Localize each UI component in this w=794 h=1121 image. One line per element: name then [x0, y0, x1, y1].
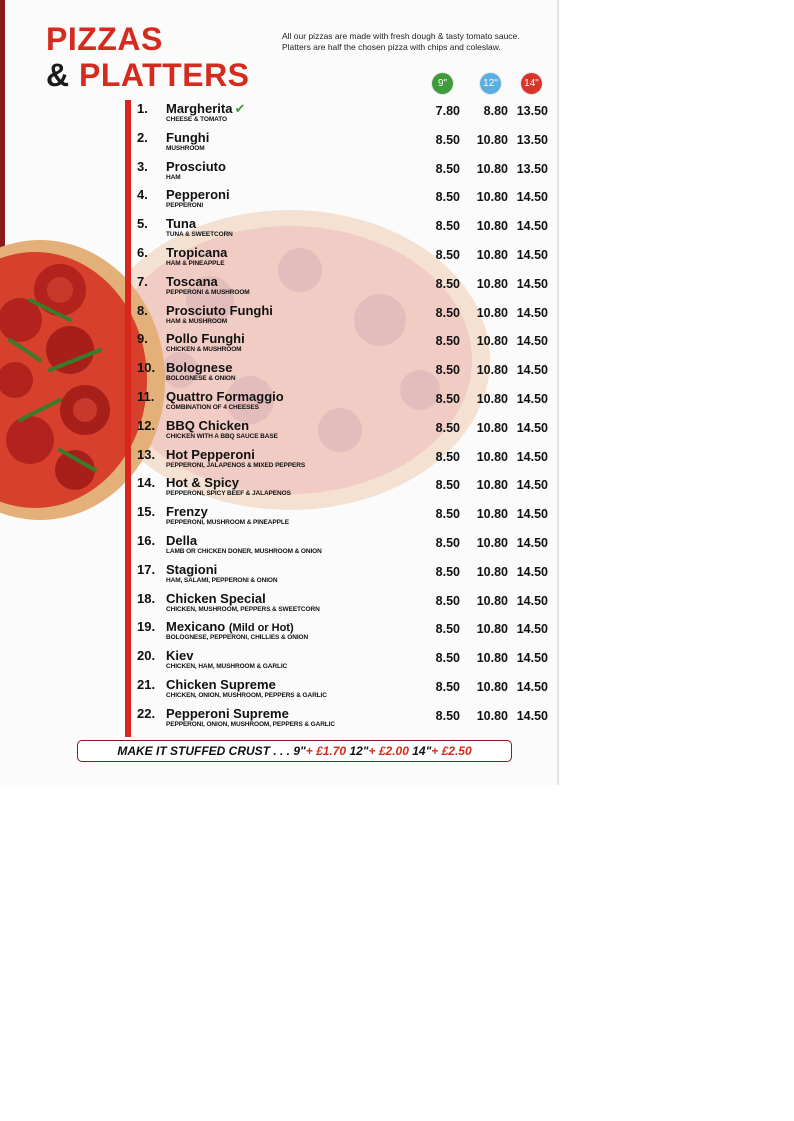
stuffed-size-9: 9"	[293, 744, 306, 758]
price-14-inch: 13.50	[516, 132, 548, 147]
price-14-inch: 14.50	[516, 305, 548, 320]
item-description: LAMB OR CHICKEN DONER, MUSHROOM & ONION	[166, 548, 322, 555]
stuffed-crust-label: MAKE IT STUFFED CRUST . . .	[117, 744, 291, 758]
pizza-item	[0, 704, 560, 732]
item-name-text: Hot Pepperoni	[166, 446, 255, 462]
item-name-text: Chicken Supreme	[166, 677, 276, 692]
price-9-inch: 8.50	[435, 132, 460, 147]
item-number: 15.	[137, 504, 156, 520]
price-14-inch: 14.50	[516, 564, 548, 579]
item-number: 2.	[137, 129, 148, 145]
item-name	[166, 274, 218, 289]
price-14-inch: 14.50	[516, 507, 548, 522]
item-number: 19.	[137, 619, 156, 635]
item-number: 12.	[137, 417, 156, 433]
item-name	[166, 533, 197, 548]
price-9-inch: 8.50	[435, 478, 460, 493]
pizza-item	[0, 272, 560, 300]
item-name-text: Pepperoni Supreme	[166, 705, 289, 721]
price-9-inch: 8.50	[435, 651, 460, 666]
item-name-text: Prosciuto Funghi	[166, 302, 273, 318]
price-14-inch: 14.50	[516, 420, 548, 435]
item-name	[166, 360, 232, 375]
item-name	[166, 331, 245, 346]
item-description: PEPPERONI, ONION, MUSHROOM, PEPPERS & GARLIC	[166, 720, 335, 728]
item-description: HAM & MUSHROOM	[166, 317, 228, 325]
price-12-inch: 10.80	[476, 651, 508, 666]
item-number: 3.	[137, 158, 148, 174]
item-name-text: Chicken Special	[166, 590, 266, 606]
item-name-text: Hot & Spicy	[166, 475, 239, 491]
price-14-inch: 13.50	[516, 161, 548, 176]
pizza-item	[0, 416, 560, 444]
price-14-inch: 14.50	[516, 363, 548, 378]
stuffed-size-14: 14"	[412, 744, 432, 758]
item-name	[166, 504, 208, 519]
item-name	[166, 389, 284, 404]
price-14-inch: 13.50	[516, 104, 548, 118]
item-description: BOLOGNESE & ONION	[166, 375, 236, 383]
price-14-inch: 14.50	[516, 334, 548, 349]
item-description: CHICKEN WITH A BBQ SAUCE BASE	[166, 432, 278, 440]
intro-note	[282, 31, 552, 53]
price-9-inch: 8.50	[435, 564, 460, 579]
item-number: 18.	[137, 590, 156, 606]
item-name	[166, 562, 217, 577]
item-description: CHEESE & TOMATO	[166, 116, 227, 123]
price-9-inch: 8.50	[435, 420, 460, 435]
item-number: 20.	[137, 648, 156, 664]
pizza-item	[0, 329, 560, 357]
price-12-inch: 10.80	[476, 593, 508, 608]
price-12-inch: 10.80	[476, 507, 508, 522]
price-9-inch: 8.50	[435, 248, 460, 262]
item-number: 16.	[137, 533, 156, 548]
title-ampersand: &	[46, 57, 70, 93]
item-description: PEPPERONI, JALAPENOS & MIXED PEPPERS	[166, 461, 306, 469]
item-number: 14.	[137, 475, 156, 491]
price-9-inch: 8.50	[435, 507, 460, 522]
price-12-inch: 10.80	[476, 622, 508, 637]
item-name	[166, 187, 230, 202]
item-name	[166, 677, 276, 692]
price-14-inch: 14.50	[516, 190, 548, 205]
pizza-item	[0, 185, 560, 213]
pizza-item	[0, 675, 560, 703]
item-number: 6.	[137, 245, 148, 260]
item-description: CHICKEN, HAM, MUSHROOM & GARLIC	[166, 663, 288, 671]
title-platters-line	[46, 58, 250, 92]
item-name	[166, 591, 266, 606]
title-platters: PLATTERS	[79, 57, 250, 93]
price-12-inch: 10.80	[476, 219, 508, 234]
item-number: 1.	[137, 101, 148, 116]
item-name-text: Quattro Formaggio	[166, 389, 284, 404]
item-description: CHICKEN, ONION, MUSHROOM, PEPPERS & GARLIC	[166, 692, 327, 699]
price-12-inch: 10.80	[476, 248, 508, 262]
pizza-item	[0, 589, 560, 617]
price-9-inch: 8.50	[435, 622, 460, 637]
item-number: 22.	[137, 705, 156, 721]
menu-sheet	[0, 0, 560, 785]
price-12-inch: 10.80	[476, 161, 508, 176]
item-number: 10.	[137, 360, 156, 376]
price-9-inch: 8.50	[435, 276, 460, 291]
item-name-text: Pollo Funghi	[166, 331, 245, 347]
price-9-inch: 8.50	[435, 334, 460, 349]
size-badge-14-inch: 14"	[521, 73, 542, 94]
price-14-inch: 14.50	[516, 536, 548, 550]
price-12-inch: 10.80	[476, 478, 508, 493]
price-14-inch: 14.50	[516, 593, 548, 608]
pizza-item	[0, 531, 560, 559]
item-number: 21.	[137, 677, 156, 692]
price-12-inch: 10.80	[476, 190, 508, 205]
item-name-text: Mexicano	[166, 619, 226, 635]
item-name	[166, 216, 196, 231]
intro-line-2: Platters are half the chosen pizza with chips and coleslaw.	[282, 42, 501, 52]
item-name	[166, 159, 226, 174]
pizza-item	[0, 214, 560, 242]
item-name-text: Margherita	[166, 101, 233, 116]
item-description: MUSHROOM	[166, 144, 205, 152]
item-name	[166, 101, 245, 117]
item-name-text: Tuna	[166, 216, 197, 232]
item-name	[166, 475, 239, 490]
pizza-item	[0, 473, 560, 501]
item-name-text: Pepperoni	[166, 187, 230, 203]
item-description: HAM, SALAMI, PEPPERONI & ONION	[166, 576, 278, 584]
intro-line-1: All our pizzas are made with fresh dough & tasty tomato sauce.	[282, 31, 520, 41]
stuffed-crust-text	[78, 741, 511, 761]
item-description: BOLOGNESE, PEPPERONI, CHILLIES & ONION	[166, 634, 309, 642]
item-name-text: Frenzy	[166, 504, 208, 520]
price-14-inch: 14.50	[516, 478, 548, 493]
item-number: 13.	[137, 446, 156, 462]
price-14-inch: 14.50	[516, 449, 548, 464]
pizza-item	[0, 99, 560, 127]
item-name-text: Kiev	[166, 648, 194, 664]
price-12-inch: 10.80	[476, 680, 508, 694]
price-9-inch: 8.50	[435, 680, 460, 694]
price-12-inch: 10.80	[476, 564, 508, 579]
item-name-text: Stagioni	[166, 561, 218, 577]
price-14-inch: 14.50	[516, 708, 548, 723]
item-number: 9.	[137, 331, 148, 347]
pizza-item	[0, 387, 560, 415]
item-name	[166, 619, 294, 634]
item-name-suffix: (Mild or Hot)	[228, 622, 294, 635]
price-14-inch: 14.50	[516, 219, 548, 234]
price-9-inch: 8.50	[435, 392, 460, 406]
pizza-item	[0, 560, 560, 588]
pizza-item	[0, 617, 560, 645]
item-number: 7.	[137, 273, 148, 289]
item-name-text: Della	[166, 533, 198, 548]
price-12-inch: 10.80	[476, 132, 508, 147]
price-9-inch: 8.50	[435, 708, 460, 723]
price-12-inch: 8.80	[483, 104, 508, 118]
price-12-inch: 10.80	[476, 276, 508, 291]
price-14-inch: 14.50	[516, 248, 548, 262]
item-description: CHICKEN, MUSHROOM, PEPPERS & SWEETCORN	[166, 605, 320, 613]
stuffed-crust-banner	[77, 740, 512, 762]
price-12-inch: 10.80	[476, 708, 508, 723]
item-description: PEPPERONI & MUSHROOM	[166, 288, 250, 296]
stuffed-price-14: + £2.50	[431, 744, 472, 758]
price-9-inch: 8.50	[435, 449, 460, 464]
pizza-item	[0, 301, 560, 329]
pizza-item	[0, 128, 560, 156]
item-name-text: BBQ Chicken	[166, 417, 250, 433]
price-14-inch: 14.50	[516, 392, 548, 406]
item-description: PEPPERONI, SPICY BEEF & JALAPENOS	[166, 490, 291, 498]
price-9-inch: 8.50	[435, 536, 460, 550]
pizza-item	[0, 157, 560, 185]
item-name	[166, 418, 249, 433]
item-name	[166, 245, 227, 260]
item-name-text: Toscana	[166, 273, 218, 289]
price-14-inch: 14.50	[516, 651, 548, 666]
item-description: HAM & PINEAPPLE	[166, 260, 225, 267]
item-description: COMBINATION OF 4 CHEESES	[166, 404, 259, 411]
item-description: HAM	[166, 173, 181, 181]
pizza-item	[0, 646, 560, 674]
item-name	[166, 648, 193, 663]
title-pizzas: PIZZAS	[46, 21, 163, 57]
item-description: PEPPERONI, MUSHROOM & PINEAPPLE	[166, 519, 289, 527]
size-badge-12-inch: 12"	[480, 73, 501, 94]
item-name-text: Funghi	[166, 129, 210, 145]
stuffed-price-9: + £1.70	[305, 744, 347, 758]
price-14-inch: 14.50	[516, 622, 548, 637]
item-number: 11.	[137, 389, 155, 404]
item-name-text: Bolognese	[166, 360, 233, 376]
price-14-inch: 14.50	[516, 680, 548, 694]
stuffed-price-12: + £2.00	[368, 744, 409, 758]
price-12-inch: 10.80	[476, 536, 508, 550]
item-description: CHICKEN & MUSHROOM	[166, 346, 242, 354]
price-9-inch: 7.80	[435, 104, 460, 118]
size-badge-9-inch: 9"	[432, 73, 453, 94]
price-12-inch: 10.80	[476, 449, 508, 464]
price-9-inch: 8.50	[435, 363, 460, 378]
item-name-text: Tropicana	[166, 245, 228, 260]
pizza-item	[0, 502, 560, 530]
item-description: TUNA & SWEETCORN	[166, 231, 233, 239]
price-12-inch: 10.80	[476, 334, 508, 349]
pizza-item	[0, 358, 560, 386]
item-name-text: Prosciuto	[166, 158, 226, 174]
price-14-inch: 14.50	[516, 276, 548, 291]
vegetarian-check-icon: ✔	[234, 101, 246, 116]
item-name	[166, 130, 209, 145]
price-9-inch: 8.50	[435, 305, 460, 320]
item-number: 4.	[137, 187, 148, 203]
pizza-item	[0, 445, 560, 473]
price-12-inch: 10.80	[476, 305, 508, 320]
item-number: 8.	[137, 302, 148, 318]
price-9-inch: 8.50	[435, 161, 460, 176]
stuffed-size-12: 12"	[349, 744, 369, 758]
price-9-inch: 8.50	[435, 219, 460, 234]
price-12-inch: 10.80	[476, 420, 508, 435]
item-name	[166, 303, 273, 318]
pizza-item	[0, 243, 560, 271]
price-9-inch: 8.50	[435, 593, 460, 608]
price-9-inch: 8.50	[435, 190, 460, 205]
price-12-inch: 10.80	[476, 363, 508, 378]
item-number: 5.	[137, 216, 148, 232]
price-12-inch: 10.80	[476, 392, 508, 406]
item-name	[166, 447, 255, 462]
item-description: PEPPERONI	[166, 202, 204, 210]
item-name	[166, 706, 289, 721]
item-number: 17.	[137, 561, 156, 577]
